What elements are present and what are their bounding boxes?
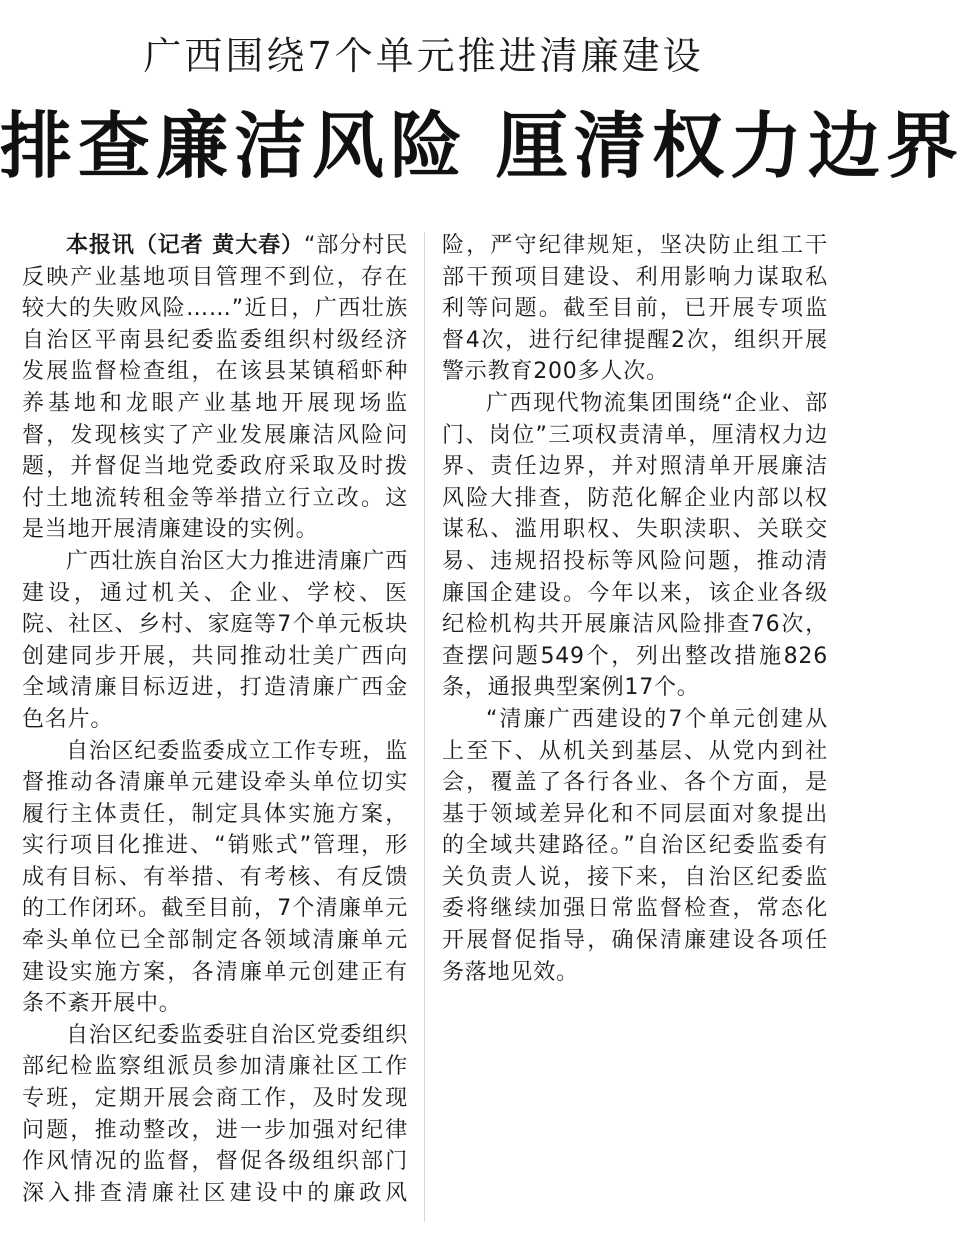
paragraph-6: “清廉广西建设的7个单元创建从上至下、从机关到基层、从党内到社会，覆盖了各行各业、各个方面，是基于领域差异化和不同层面对象提出的全域共建路径。”自治区纪委监委有关负责人说，接下来，自治区纪委监委将继续加强日常监督检查，常态化开展督促指导，确保清廉建设各项任务落地见效。 [442, 706, 828, 985]
byline: 本报讯（记者 黄大春） [66, 233, 305, 258]
article-subtitle: 广西围绕7个单元推进清廉建设 [143, 34, 704, 78]
paragraph-1 [22, 230, 408, 546]
article-body [22, 230, 828, 1230]
paragraph-5: 广西现代物流集团围绕“企业、部门、岗位”三项权责清单，厘清权力边界、责任边界，并对照清单开展廉洁风险大排查，防范化解企业内部以权谋私、滥用职权、失职渎职、关联交易、违规招投标等风险问题，推动清廉国企建设。今年以来，该企业各级纪检机构共开展廉洁风险排查76次，查摆问题549个，列出整改措施826条，通报典型案例17个。 [442, 390, 828, 701]
paragraph-3: 自治区纪委监委成立工作专班，监督推动各清廉单元建设牵头单位切实履行主体责任，制定具体实施方案，实行项目化推进、“销账式”管理，形成有目标、有举措、有考核、有反馈的工作闭环。截至目前，7个清廉单元牵头单位已全部制定各领域清廉单元建设实施方案，各清廉单元创建正有条不紊开展中。 [22, 738, 409, 1017]
paragraph-4: 自治区纪委监委驻自治区党委组织部纪检监察组派员参加清廉社区工作专班，定期开展会商工作，及时发现问题，推动整改，进一步加强对纪律作风情况的监督，督促各级组织部门深入排查清廉社区建设中的廉政风险，严守纪律规矩，坚决防止组工干部干预项目建设、利用影响力谋取私利等问题。截至目前，已开展专项监督4次，进行纪律提醒2次，组织开展警示教育200多人次。 [22, 233, 828, 1206]
headline-part-1: 排查廉洁风险 [0, 104, 469, 188]
article-headline [0, 100, 964, 192]
paragraph-2: 广西壮族自治区大力推进清廉广西建设，通过机关、企业、学校、医院、社区、乡村、家庭等7个单元板块创建同步开展，共同推动壮美广西向全域清廉目标迈进，打造清廉广西金色名片。 [22, 548, 409, 732]
headline-part-2: 厘清权力边界 [496, 104, 964, 188]
paragraph-1-text: “部分村民反映产业基地项目管理不到位，存在较大的失败风险……”近日，广西壮族自治区平南县纪委监委组织村级经济发展监督检查组，在该县某镇稻虾种养基地和龙眼产业基地开展现场监督，发现核实了产业发展廉洁风险问题，并督促当地党委政府采取及时拨付土地流转租金等举措立行立改。这是当地开展清廉建设的实例。 [22, 233, 408, 543]
